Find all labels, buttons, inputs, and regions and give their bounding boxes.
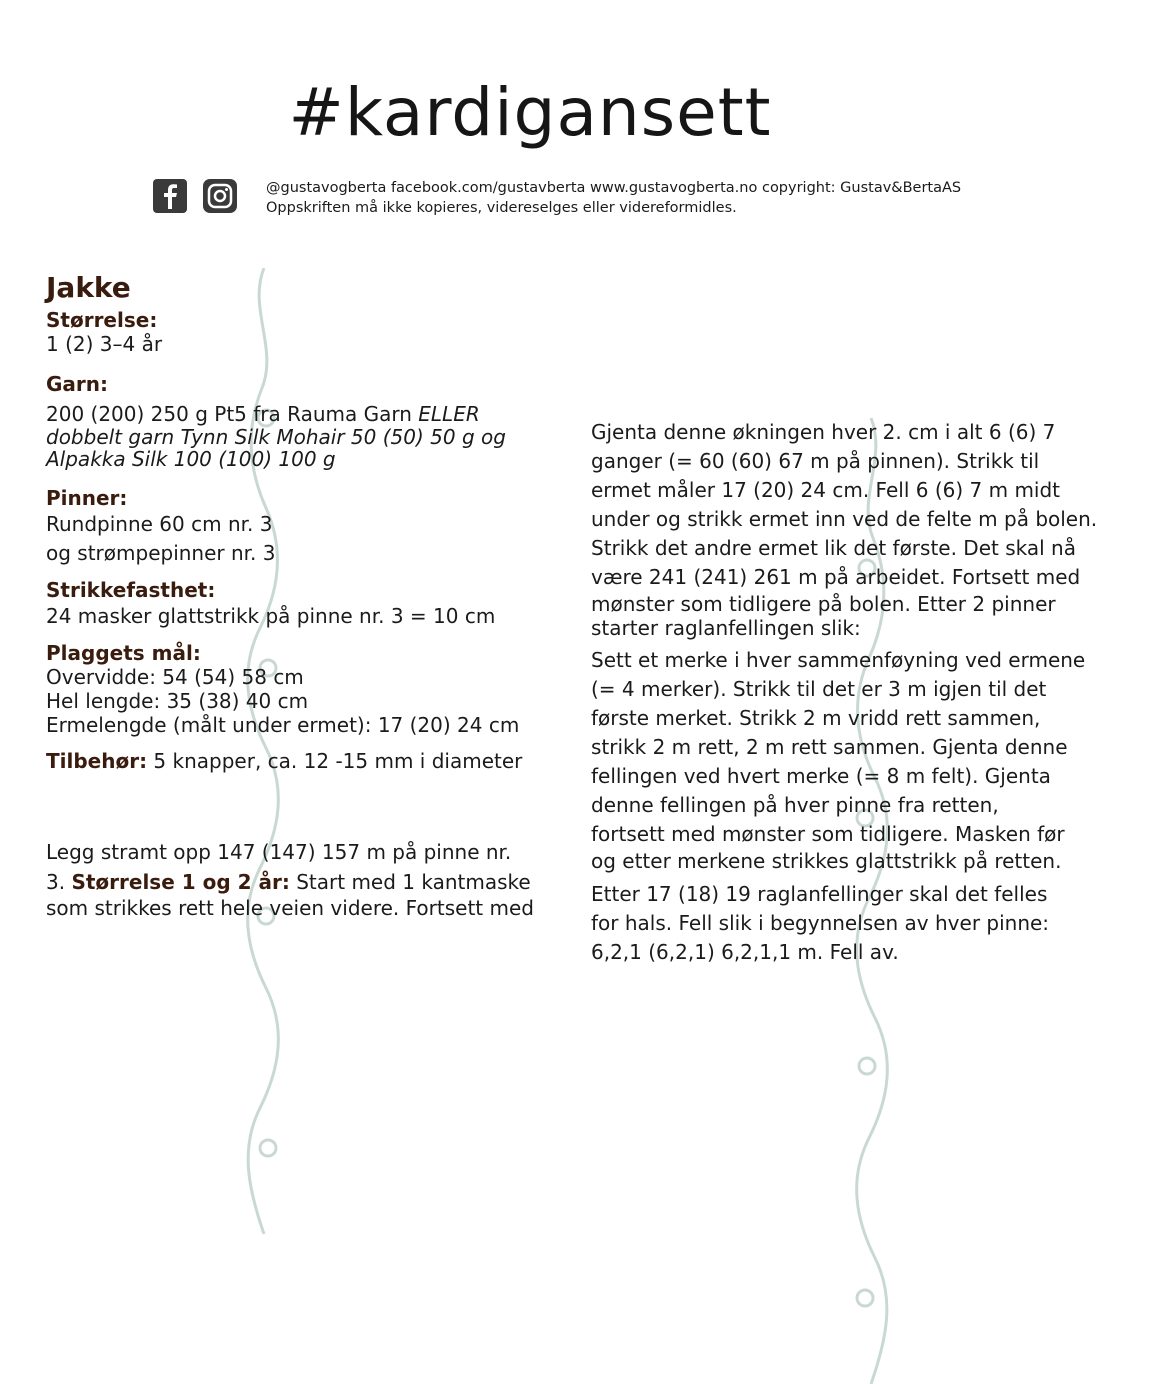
yarn-line	[46, 402, 586, 426]
text-line: Strikk det andre ermet lik det første. Det skal nå	[591, 536, 1076, 560]
credits	[266, 178, 961, 218]
size-value: 1 (2) 3–4 år	[46, 332, 163, 356]
paragraph	[591, 646, 1151, 874]
facebook-icon[interactable]	[152, 178, 188, 214]
instagram-icon[interactable]	[202, 178, 238, 214]
accessories-value: 5 knapper, ca. 12 -15 mm i diameter	[147, 749, 523, 773]
measurement-line: Overvidde: 54 (54) 58 cm	[46, 665, 304, 689]
text-line: (= 4 merker). Strikk til det er 3 m igjen til det	[591, 677, 1047, 701]
gauge-label: Strikkefasthet:	[46, 578, 216, 602]
cast-on-line: som strikkes rett hele veien videre. Fortsett med	[46, 896, 534, 920]
section-heading: Jakke	[46, 271, 131, 304]
credits-line: @gustavogberta facebook.com/gustavberta www.gustavogberta.no copyright: Gustav&BertaAS	[266, 180, 962, 196]
text-line: første merket. Strikk 2 m vridd rett sammen,	[591, 706, 1041, 730]
needles-line: og strømpepinner nr. 3	[46, 541, 276, 565]
size-label: Størrelse:	[46, 308, 158, 332]
text-line: Sett et merke i hver sammenføyning ved ermene	[591, 648, 1086, 672]
yarn-alt-line: dobbelt garn Tynn Silk Mohair 50 (50) 50 g og	[46, 425, 506, 449]
text-line: 6,2,1 (6,2,1) 6,2,1,1 m. Fell av.	[591, 940, 899, 964]
text-line: Gjenta denne økningen hver 2. cm i alt 6 (6) 7	[591, 420, 1056, 444]
text-line: fortsett med mønster som tidligere. Masken før	[591, 822, 1065, 846]
accessories-label: Tilbehør:	[46, 749, 148, 773]
page-title: #kardigansett	[288, 74, 772, 151]
gauge-value: 24 masker glattstrikk på pinne nr. 3 = 10 cm	[46, 604, 496, 628]
text-line: Etter 17 (18) 19 raglanfellinger skal det felles	[591, 882, 1048, 906]
yarn-or: ELLER	[418, 402, 480, 426]
cast-on-line	[46, 869, 586, 895]
text-line: ermet måler 17 (20) 24 cm. Fell 6 (6) 7 m midt	[591, 478, 1061, 502]
left-column	[46, 268, 586, 921]
needles-label: Pinner:	[46, 486, 128, 510]
text-line: mønster som tidligere på bolen. Etter 2 pinner	[591, 592, 1056, 616]
measurement-line: Hel lengde: 35 (38) 40 cm	[46, 689, 309, 713]
size-note: Størrelse 1 og 2 år:	[71, 870, 290, 894]
measurement-line: Ermelengde (målt under ermet): 17 (20) 24 cm	[46, 713, 520, 737]
cast-on-line: Legg stramt opp 147 (147) 157 m på pinne nr.	[46, 840, 512, 864]
yarn-label: Garn:	[46, 372, 109, 396]
cast-text: Start med 1 kantmaske	[289, 870, 531, 894]
text-line: fellingen ved hvert merke (= 8 m felt). Gjenta	[591, 764, 1051, 788]
text-line: strikk 2 m rett, 2 m rett sammen. Gjenta denne	[591, 735, 1068, 759]
measurements-label: Plaggets mål:	[46, 641, 201, 665]
right-column	[591, 418, 1151, 973]
text-line: denne fellingen på hver pinne fra retten,	[591, 793, 999, 817]
text-line: under og strikk ermet inn ved de felte m på bolen.	[591, 507, 1098, 531]
text-line: ganger (= 60 (60) 67 m på pinnen). Strikk til	[591, 449, 1040, 473]
copyright-notice: Oppskriften må ikke kopieres, videreselges eller videreformidles.	[266, 200, 737, 216]
text-line: for hals. Fell slik i begynnelsen av hver pinne:	[591, 911, 1050, 935]
text-line: og etter merkene strikkes glattstrikk på retten.	[591, 849, 1062, 873]
needles-line: Rundpinne 60 cm nr. 3	[46, 512, 273, 536]
text-line: være 241 (241) 261 m på arbeidet. Fortsett med	[591, 565, 1081, 589]
paragraph	[591, 418, 1151, 640]
social-icons	[152, 178, 238, 214]
cast-text: 3.	[46, 870, 72, 894]
accessories-line	[46, 747, 586, 776]
paragraph	[591, 880, 1151, 967]
yarn-alt-line: Alpakka Silk 100 (100) 100 g	[46, 447, 336, 471]
text-line: starter raglanfellingen slik:	[591, 616, 861, 640]
yarn-text: 200 (200) 250 g Pt5 fra Rauma Garn	[46, 402, 419, 426]
